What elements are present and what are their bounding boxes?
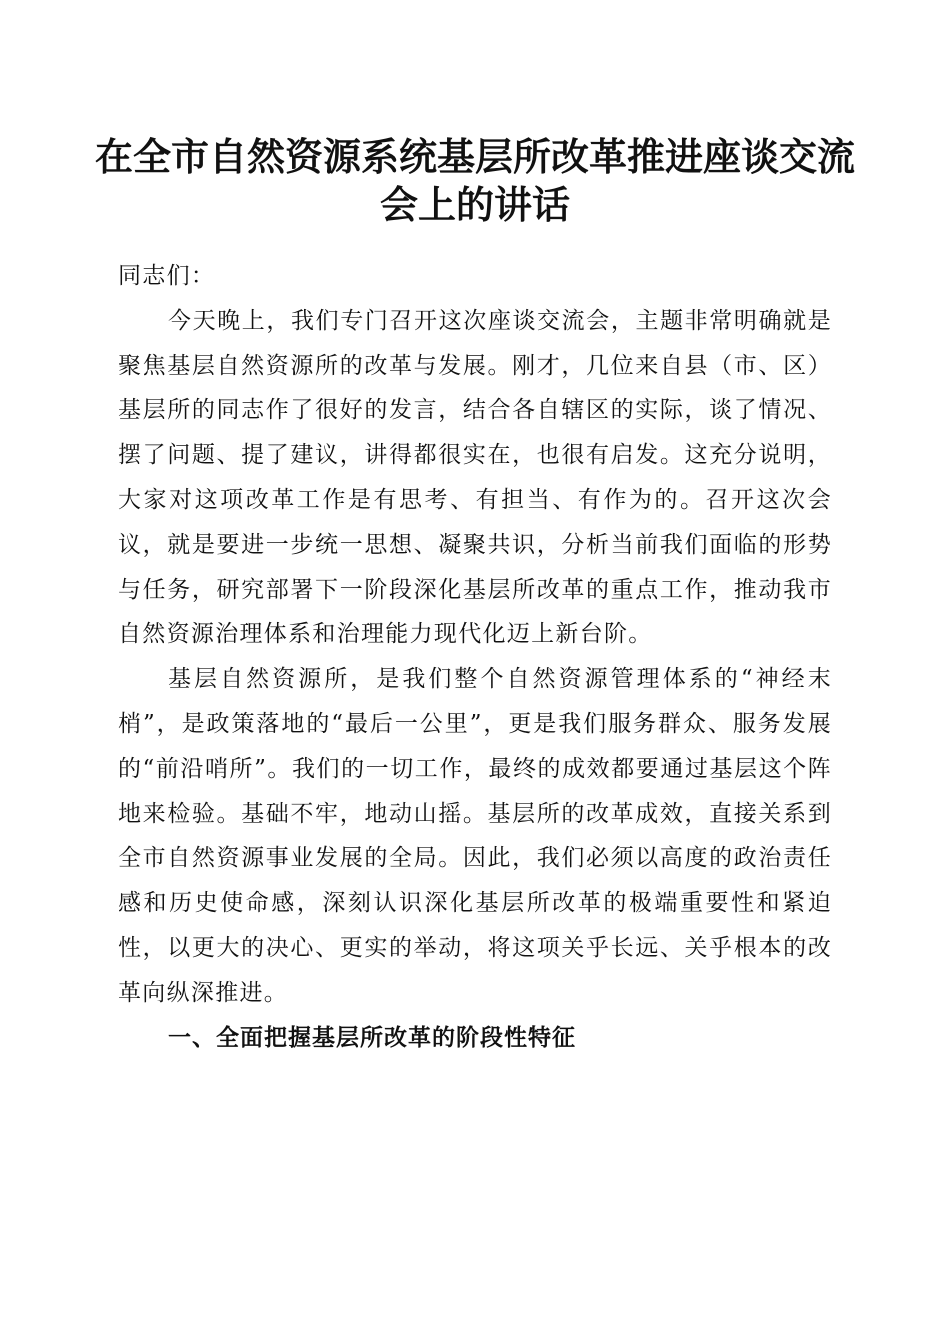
salutation: 同志们： (118, 263, 216, 289)
paragraph-2: 基层自然资源所，是我们整个自然资源管理体系的“神经末梢”，是政策落地的“最后一公里”，更是我们服务群众、服务发展的“前沿哨所”。我们的一切工作，最终的成效都要通过基层这个阵地来检验。基础不牢，地动山摇。基层所的改革成效，直接关系到全市自然资源事业发展的全局。因此，我们必须以高度的政治责任感和历史使命感，深刻认识深化基层所改革的极端重要性和紧迫性，以更大的决心、更实的举动，将这项关乎长远、关乎根本的改革向纵深推进。 (118, 666, 832, 1006)
title-line-2: 会上的讲话 (379, 182, 570, 227)
document-body (118, 254, 832, 1060)
section-heading: 一、全面把握基层所改革的阶段性特征 (168, 1024, 576, 1051)
paragraph-1: 今天晚上，我们专门召开这次座谈交流会，主题非常明确就是聚焦基层自然资源所的改革与发展。刚才，几位来自县（市、区）基层所的同志作了很好的发言，结合各自辖区的实际，谈了情况、摆了问题、提了建议，讲得都很实在，也很有启发。这充分说明，大家对这项改革工作是有思考、有担当、有作为的。召开这次会议，就是要进一步统一思想、凝聚共识，分析当前我们面临的形势与任务，研究部署下一阶段深化基层所改革的重点工作，推动我市自然资源治理体系和治理能力现代化迈上新台阶。 (118, 307, 832, 648)
document-title (0, 133, 950, 229)
title-line-1: 在全市自然资源系统基层所改革推进座谈交流 (94, 134, 855, 179)
